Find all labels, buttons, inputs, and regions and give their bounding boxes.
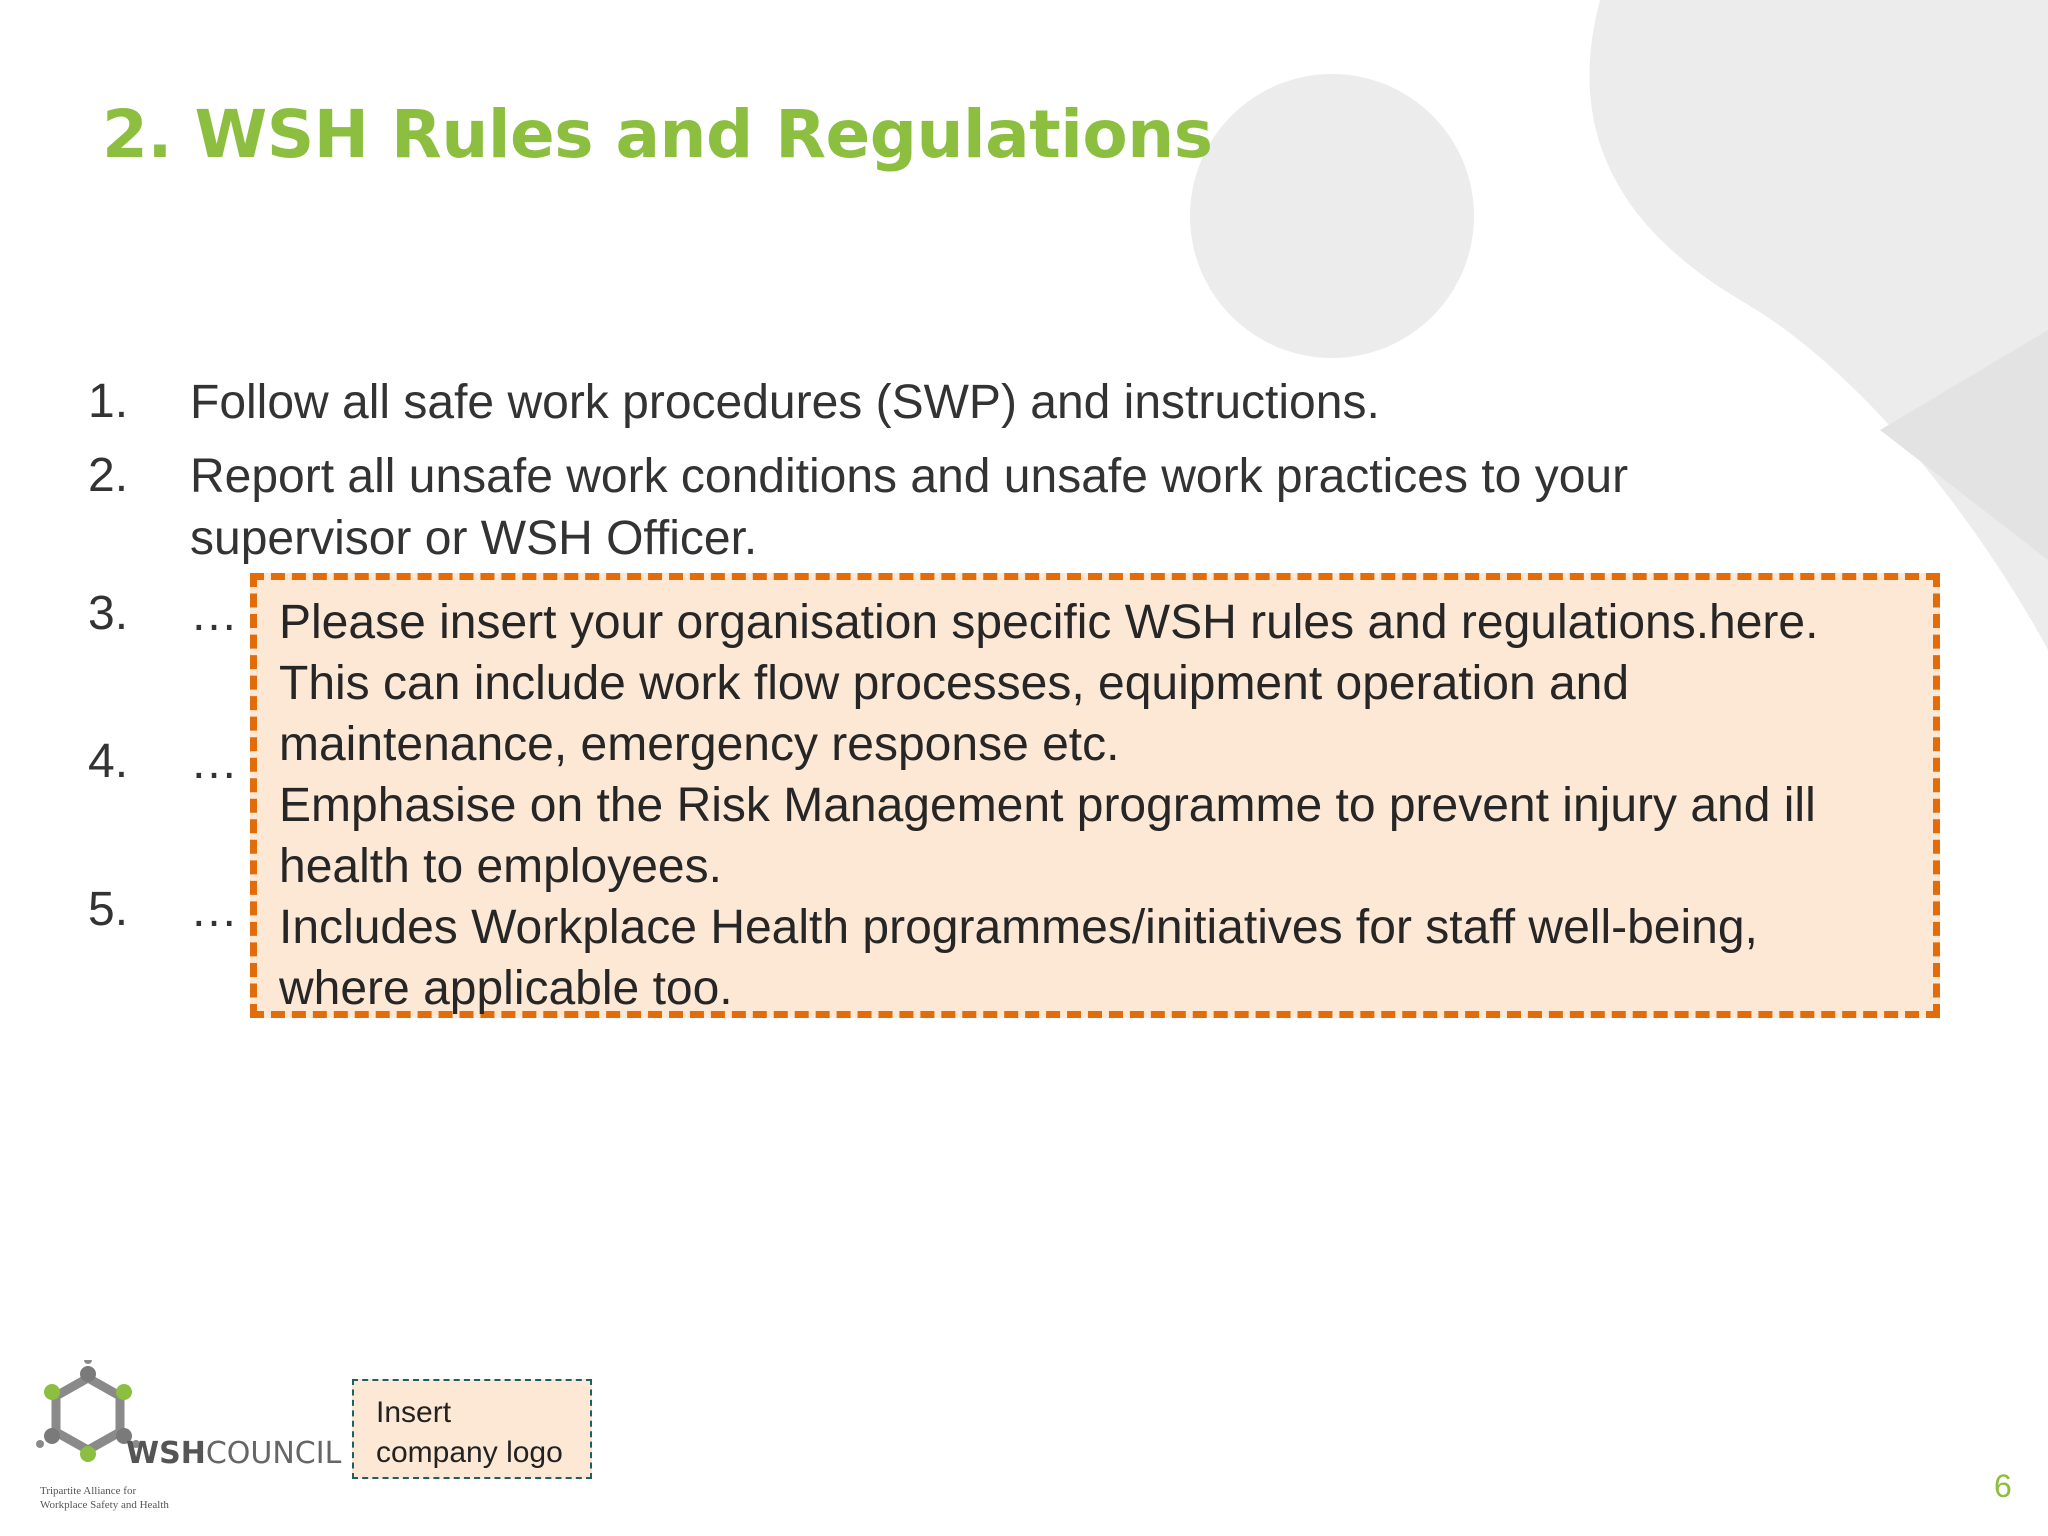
company-logo-placeholder-text	[376, 1393, 563, 1473]
list-item-line: …	[190, 736, 238, 789]
list-item-number: 4.	[88, 735, 129, 788]
list-item-line: Report all unsafe work conditions and unsafe work practices to your	[190, 450, 1629, 503]
list-item-line: supervisor or WSH Officer.	[190, 512, 758, 565]
callout-line: Includes Workplace Health programmes/initiatives for staff well-being,	[279, 901, 1758, 954]
list-item-line: …	[190, 588, 238, 641]
callout-line: health to employees.	[279, 840, 722, 893]
list-item-line: Follow all safe work procedures (SWP) and instructions.	[190, 376, 1380, 429]
callout-line: maintenance, emergency response etc.	[279, 718, 1120, 771]
tagline-line: Tripartite Alliance for	[40, 1485, 137, 1497]
list-item-number: 1.	[88, 375, 129, 428]
list-item-number: 5.	[88, 883, 129, 936]
callout-text	[279, 592, 1939, 1019]
wordmark-light: COUNCIL	[205, 1436, 342, 1471]
background-circle	[1190, 74, 1474, 358]
list-item-text	[190, 446, 1810, 570]
wordmark-bold: WSH	[126, 1436, 206, 1471]
company-logo-placeholder[interactable]	[352, 1379, 592, 1479]
list-item-line: …	[190, 884, 238, 937]
placeholder-line: company logo	[376, 1436, 563, 1469]
callout-line: Please insert your organisation specific WSH rules and regulations.here.	[279, 596, 1819, 649]
callout-line: where applicable too.	[279, 962, 733, 1015]
list-item-text	[190, 372, 1810, 434]
placeholder-line: Insert	[376, 1396, 452, 1429]
wsh-tagline	[40, 1484, 169, 1512]
callout-line: Emphasise on the Risk Management programme to prevent injury and ill	[279, 779, 1816, 832]
callout-line: This can include work flow processes, equipment operation and	[279, 657, 1630, 710]
page-number: 6	[1994, 1468, 2012, 1504]
list-item-number: 2.	[88, 449, 129, 502]
slide-title: 2. WSH Rules and Regulations	[102, 96, 1213, 173]
instruction-callout-box[interactable]	[250, 573, 1940, 1018]
list-item-number: 3.	[88, 587, 129, 640]
tagline-line: Workplace Safety and Health	[40, 1499, 169, 1511]
wsh-council-wordmark	[126, 1436, 341, 1471]
